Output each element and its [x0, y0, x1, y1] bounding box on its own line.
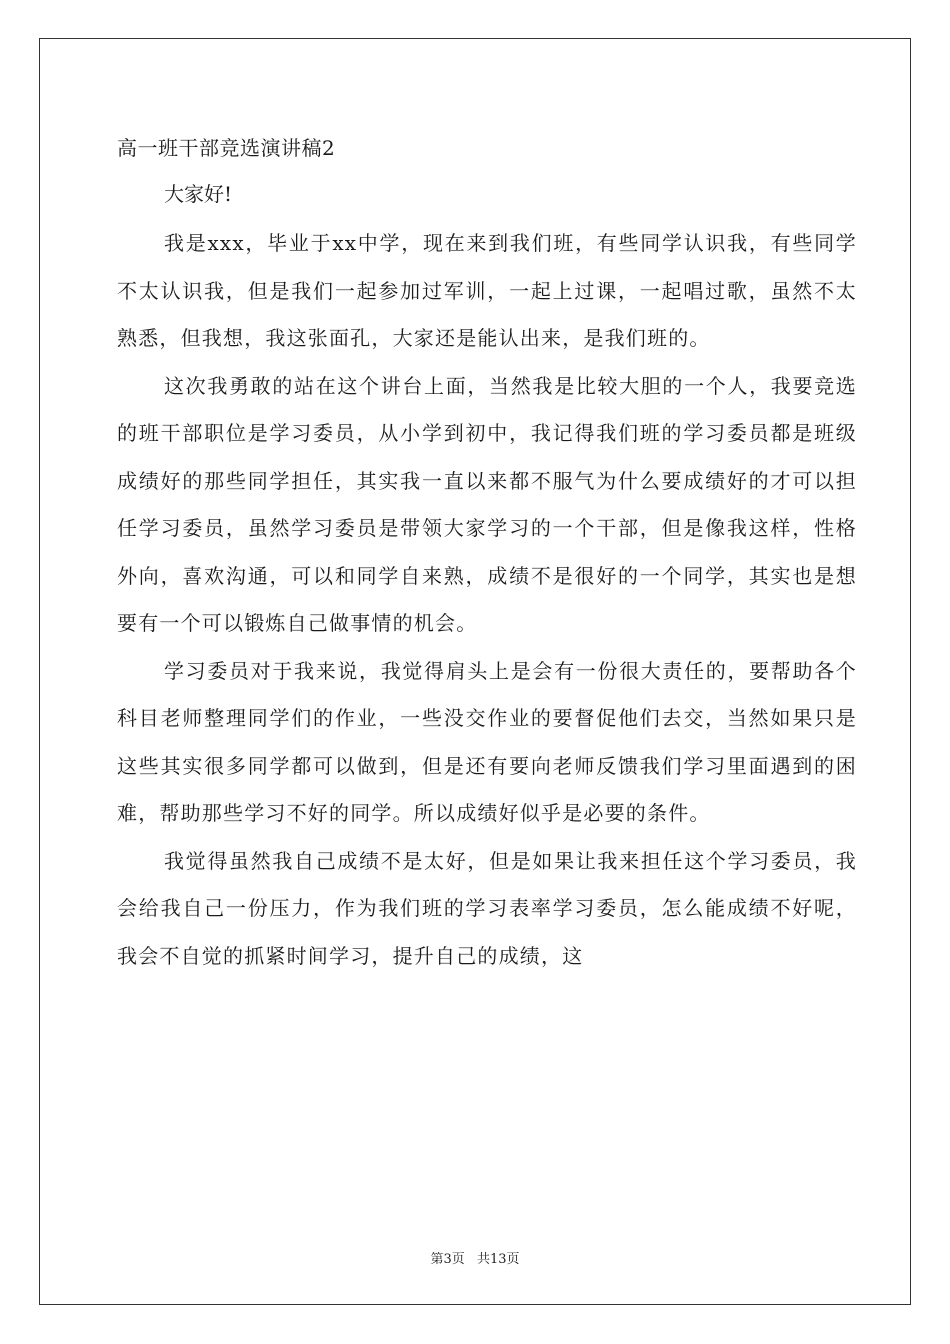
greeting: 大家好!	[164, 182, 233, 206]
paragraph-1: 我是xxx，毕业于xx中学，现在来到我们班，有些同学认识我，有些同学不太认识我，但是我们一起参加过军训，一起上过课，一起唱过歌，虽然不太熟悉，但我想，我这张面孔，大家还是能认出来，是我们班的。	[117, 231, 857, 350]
page-number: 第3页	[430, 1252, 465, 1267]
page-footer	[0, 1248, 950, 1267]
paragraph-2: 这次我勇敢的站在这个讲台上面，当然我是比较大胆的一个人，我要竞选的班干部职位是学习委员，从小学到初中，我记得我们班的学习委员都是班级成绩好的那些同学担任，其实我一直以来都不服气为什么要成绩好的才可以担任学习委员，虽然学习委员是带领大家学习的一个干部，但是像我这样，性格外向，喜欢沟通，可以和同学自来熟，成绩不是很好的一个同学，其实也是想要有一个可以锻炼自己做事情的机会。	[117, 373, 857, 635]
page-total: 共13页	[476, 1252, 520, 1267]
paragraph-3: 学习委员对于我来说，我觉得肩头上是会有一份很大责任的，要帮助各个科目老师整理同学们的作业，一些没交作业的要督促他们去交，当然如果只是这些其实很多同学都可以做到，但是还有要向老师反馈我们学习里面遇到的困难，帮助那些学习不好的同学。所以成绩好似乎是必要的条件。	[117, 658, 857, 825]
document-title: 高一班干部竞选演讲稿2	[117, 136, 336, 160]
paragraph-4: 我觉得虽然我自己成绩不是太好，但是如果让我来担任这个学习委员，我会给我自己一份压力，作为我们班的学习表率学习委员，怎么能成绩不好呢，我会不自觉的抓紧时间学习，提升自己的成绩，这	[117, 848, 857, 968]
document-body	[117, 128, 857, 980]
